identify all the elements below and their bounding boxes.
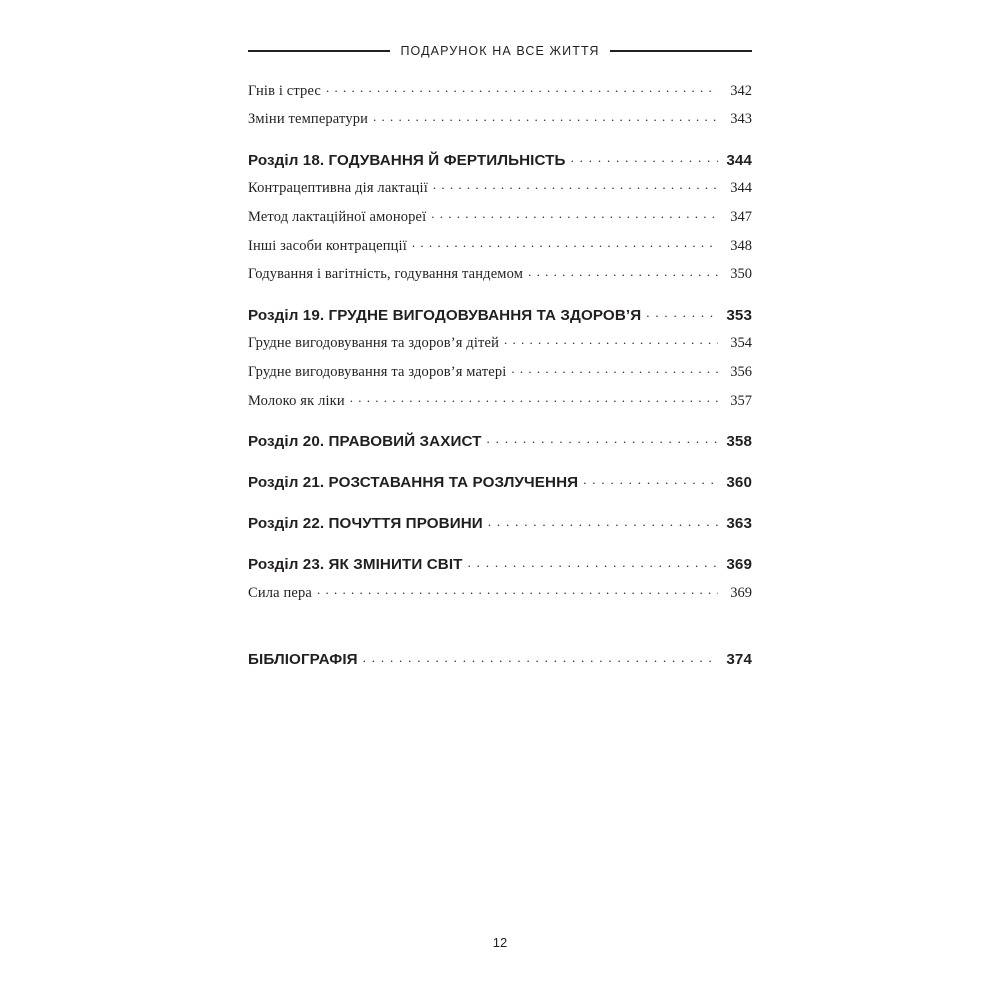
toc-leader-dots bbox=[317, 582, 718, 597]
toc-subentry[interactable] bbox=[248, 390, 752, 409]
toc-entry-page-number: 344 bbox=[730, 180, 752, 197]
toc-entry-label: Грудне вигодовування та здоров’я дітей bbox=[248, 335, 499, 352]
toc-entry-page-number: 348 bbox=[730, 237, 752, 254]
toc-chapter-entry[interactable] bbox=[248, 431, 752, 450]
toc-leader-dots bbox=[511, 361, 718, 376]
toc-entry-label: Розділ 23. ЯК ЗМІНИТИ СВІТ bbox=[248, 556, 463, 574]
toc-chapter-entry[interactable] bbox=[248, 554, 752, 573]
toc-chapter-entry[interactable] bbox=[248, 513, 752, 532]
toc-entry-label: Розділ 20. ПРАВОВИЙ ЗАХИСТ bbox=[248, 432, 482, 450]
toc-entry-page-number: 369 bbox=[730, 584, 752, 601]
running-head-rule-right bbox=[610, 50, 752, 52]
toc-chapter-entry[interactable] bbox=[248, 649, 752, 668]
toc-entry-label: Контрацептивна дія лактації bbox=[248, 180, 428, 197]
table-of-contents bbox=[248, 70, 752, 668]
toc-entry-page-number: 360 bbox=[726, 474, 752, 492]
toc-entry-page-number: 343 bbox=[730, 111, 752, 128]
toc-entry-label: Розділ 22. ПОЧУТТЯ ПРОВИНИ bbox=[248, 515, 483, 533]
toc-entry-label: Зміни температури bbox=[248, 111, 369, 128]
toc-entry-label: БІБЛІОГРАФІЯ bbox=[248, 651, 358, 669]
toc-leader-dots bbox=[363, 649, 718, 664]
toc-entry-label: Грудне вигодовування та здоров’я матері bbox=[248, 363, 507, 380]
toc-entry-page-number: 342 bbox=[730, 82, 752, 99]
toc-subentry[interactable] bbox=[248, 361, 752, 380]
toc-subentry[interactable] bbox=[248, 109, 752, 128]
toc-leader-dots bbox=[528, 264, 718, 279]
toc-leader-dots bbox=[412, 235, 718, 250]
toc-leader-dots bbox=[583, 472, 718, 487]
toc-leader-dots bbox=[504, 333, 718, 348]
toc-subentry[interactable] bbox=[248, 235, 752, 254]
toc-chapter-entry[interactable] bbox=[248, 304, 752, 323]
toc-entry-page-number: 357 bbox=[730, 392, 752, 409]
running-head-rule-left bbox=[248, 50, 390, 52]
toc-entry-page-number: 354 bbox=[730, 335, 752, 352]
toc-entry-page-number: 356 bbox=[730, 363, 752, 380]
toc-entry-label: Метод лактаційної амонореї bbox=[248, 208, 427, 225]
toc-leader-dots bbox=[468, 554, 718, 569]
toc-chapter-entry[interactable] bbox=[248, 149, 752, 168]
running-head-title: ПОДАРУНОК НА ВСЕ ЖИТТЯ bbox=[400, 44, 600, 58]
toc-leader-dots bbox=[326, 80, 718, 95]
toc-subentry[interactable] bbox=[248, 264, 752, 283]
toc-entry-page-number: 350 bbox=[730, 266, 752, 283]
toc-subentry[interactable] bbox=[248, 206, 752, 225]
toc-entry-label: Розділ 19. ГРУДНЕ ВИГОДОВУВАННЯ ТА ЗДОРОВ’Я bbox=[248, 306, 642, 324]
toc-leader-dots bbox=[488, 513, 718, 528]
toc-entry-page-number: 363 bbox=[726, 515, 752, 533]
toc-entry-label: Розділ 18. ГОДУВАННЯ Й ФЕРТИЛЬНІСТЬ bbox=[248, 151, 566, 169]
toc-subentry[interactable] bbox=[248, 178, 752, 197]
toc-chapter-entry[interactable] bbox=[248, 472, 752, 491]
toc-subentry[interactable] bbox=[248, 80, 752, 99]
toc-entry-page-number: 344 bbox=[726, 151, 752, 169]
toc-entry-page-number: 369 bbox=[726, 556, 752, 574]
toc-entry-label: Сила пера bbox=[248, 584, 312, 601]
toc-entry-page-number: 374 bbox=[726, 651, 752, 669]
toc-entry-label: Розділ 21. РОЗСТАВАННЯ ТА РОЗЛУЧЕННЯ bbox=[248, 474, 579, 492]
toc-leader-dots bbox=[373, 109, 718, 124]
toc-entry-page-number: 347 bbox=[730, 208, 752, 225]
toc-leader-dots bbox=[646, 304, 718, 319]
toc-entry-label: Годування і вагітність, годування тандемом bbox=[248, 266, 524, 283]
toc-leader-dots bbox=[571, 149, 718, 164]
toc-subentry[interactable] bbox=[248, 333, 752, 352]
page-number: 12 bbox=[492, 935, 508, 950]
toc-entry-page-number: 358 bbox=[726, 432, 752, 450]
toc-entry-label: Гнів і стрес bbox=[248, 82, 321, 99]
toc-entry-label: Інші засоби контрацепції bbox=[248, 237, 407, 254]
running-head bbox=[248, 44, 752, 58]
toc-leader-dots bbox=[350, 390, 718, 405]
toc-leader-dots bbox=[431, 206, 718, 221]
toc-entry-page-number: 353 bbox=[726, 306, 752, 324]
toc-subentry[interactable] bbox=[248, 582, 752, 601]
toc-spacer bbox=[248, 601, 752, 627]
toc-leader-dots bbox=[487, 431, 718, 446]
toc-leader-dots bbox=[433, 178, 718, 193]
toc-entry-label: Молоко як ліки bbox=[248, 392, 345, 409]
